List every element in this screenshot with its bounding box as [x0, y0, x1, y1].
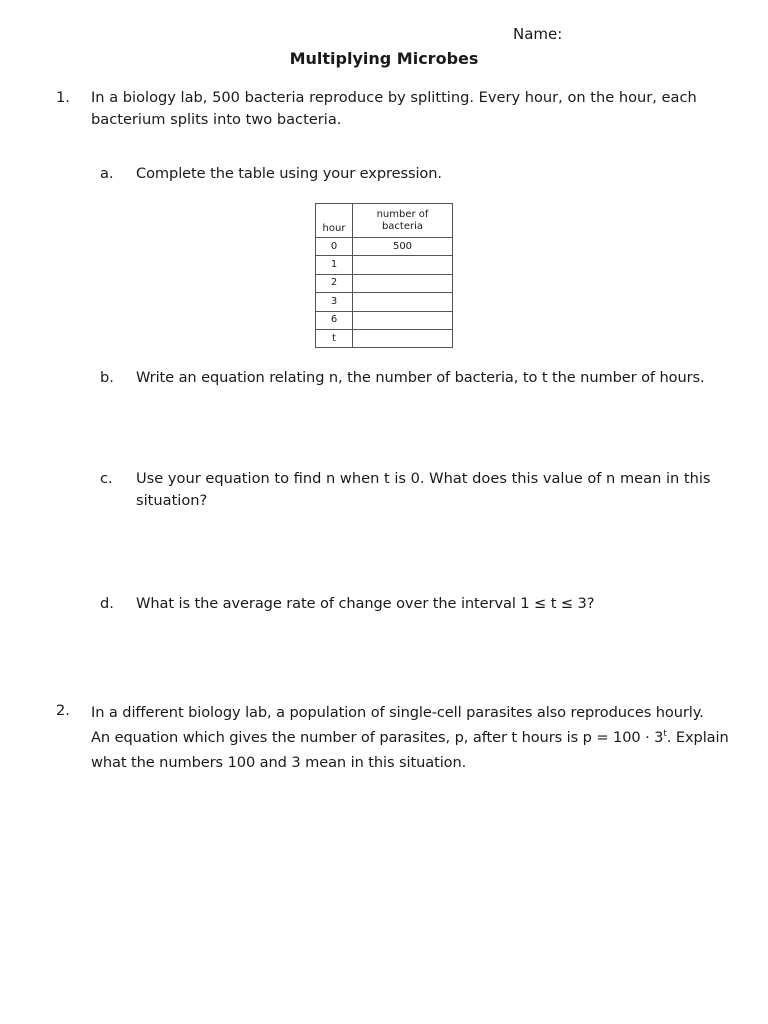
part-c-line-1: Use your equation to find n when t is 0. What does this value of n mean in this [136, 470, 711, 487]
table-cell-hour: 2 [316, 274, 353, 292]
question-1-line-1: In a biology lab, 500 bacteria reproduce by splitting. Every hour, on the hour, each [91, 89, 697, 106]
table-header-bacteria [353, 204, 453, 238]
table-cell-hour: 3 [316, 293, 353, 311]
part-b-letter: b. [100, 369, 114, 386]
question-2-line-2 [91, 725, 729, 750]
part-d-text: What is the average rate of change over the interval 1 ≤ t ≤ 3? [136, 595, 595, 612]
table-header-bacteria-line-2: bacteria [381, 220, 424, 232]
table-row [316, 293, 453, 311]
page-title: Multiplying Microbes [289, 49, 479, 68]
bacteria-table [315, 203, 453, 348]
part-a-letter: a. [100, 165, 114, 182]
table-cell-hour: 0 [316, 238, 353, 256]
part-a-text: Complete the table using your expression. [136, 165, 442, 182]
part-c-letter: c. [100, 470, 113, 487]
table-cell-bacteria[interactable] [353, 274, 453, 292]
exponent-t: t [663, 729, 667, 740]
part-c-line-2: situation? [136, 492, 208, 509]
table-row [316, 311, 453, 329]
question-2-line-2-end: . Explain [666, 729, 729, 746]
table-cell-bacteria[interactable]: 500 [353, 238, 453, 256]
part-b-text: Write an equation relating n, the number of bacteria, to t the number of hours. [136, 369, 705, 386]
table-cell-hour: t [316, 329, 353, 347]
table-row [316, 256, 453, 274]
question-1-prompt [91, 87, 697, 131]
table-cell-bacteria[interactable] [353, 293, 453, 311]
question-2-line-1: In a different biology lab, a population of single-cell parasites also reproduces hourly. [91, 704, 704, 721]
part-d-letter: d. [100, 595, 114, 612]
table-cell-hour: 1 [316, 256, 353, 274]
question-2-line-3: what the numbers 100 and 3 mean in this situation. [91, 754, 467, 771]
question-1-number: 1. [56, 89, 70, 106]
name-label: Name: [513, 25, 563, 43]
table-cell-bacteria[interactable] [353, 329, 453, 347]
table-header-hour: hour [316, 204, 353, 238]
table-header-bacteria-line-1: number of [376, 208, 429, 220]
question-2-line-2-main: An equation which gives the number of parasites, p, after t hours is p = 100 · 3 [91, 729, 664, 746]
table-cell-bacteria[interactable] [353, 256, 453, 274]
table-cell-hour: 6 [316, 311, 353, 329]
question-2-prompt [91, 700, 729, 775]
question-1-line-2: bacterium splits into two bacteria. [91, 111, 342, 128]
table-row [316, 329, 453, 347]
table-cell-bacteria[interactable] [353, 311, 453, 329]
table-row [316, 274, 453, 292]
question-2-number: 2. [56, 702, 70, 719]
table-row [316, 238, 453, 256]
part-c-text [136, 468, 711, 512]
table-header-row [316, 204, 453, 238]
